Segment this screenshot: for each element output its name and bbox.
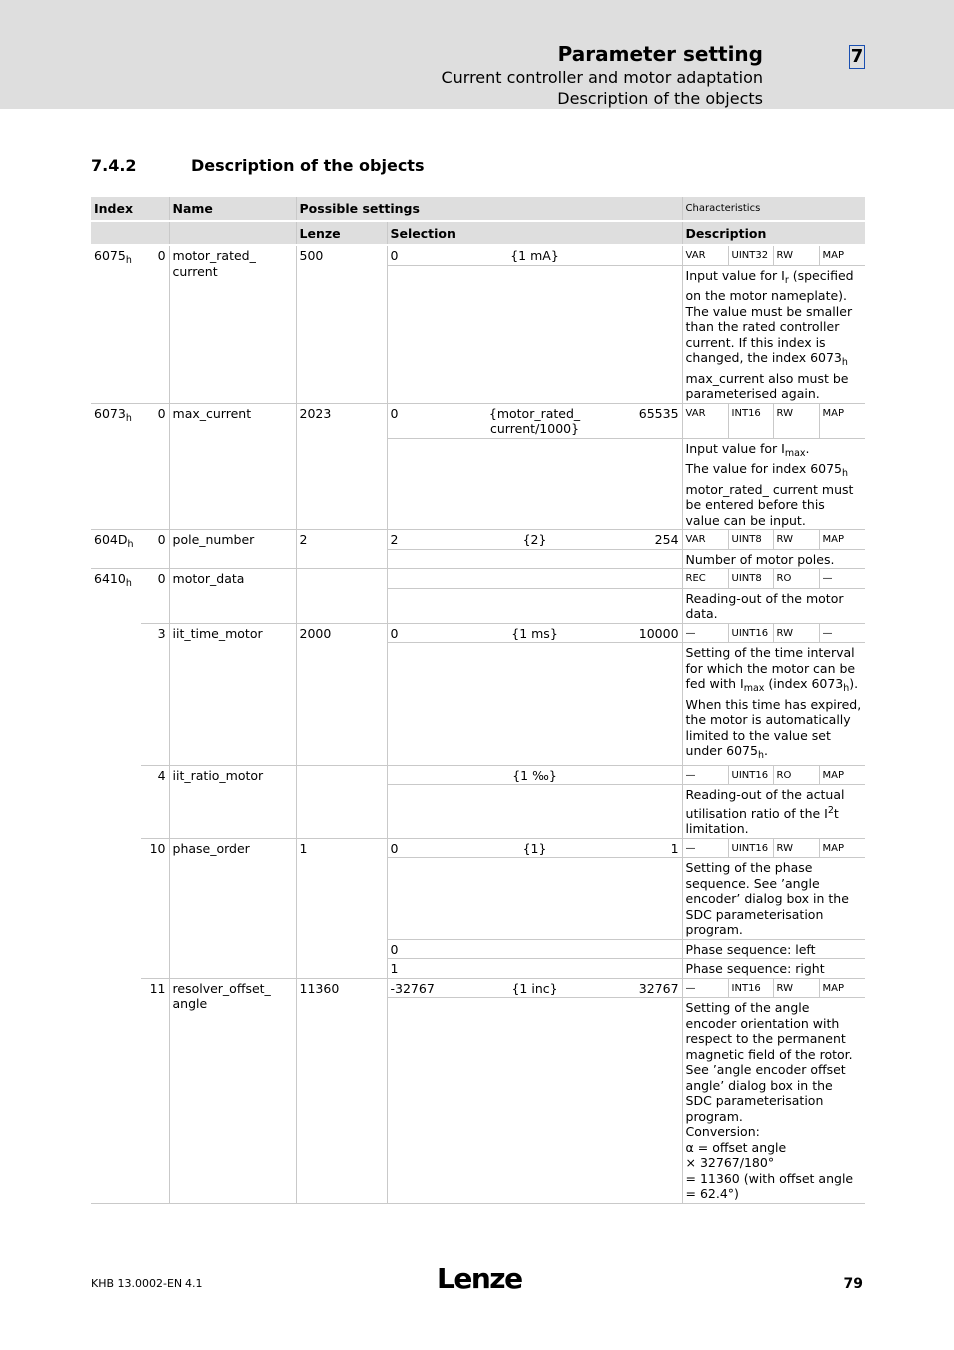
description-cell: Input value for $I_{max}$. The value for index $6075_h$ motor_rated_ current must be entered before this value can be input. bbox=[682, 438, 865, 530]
header-index: Index bbox=[91, 197, 169, 221]
table-row bbox=[91, 623, 865, 643]
char-cell: UINT16 bbox=[728, 838, 773, 858]
char-cell: RO bbox=[773, 765, 819, 785]
footer-doc-id: KHB 13.0002-EN bbox=[91, 1277, 183, 1290]
name-cell: motor_rated_ current bbox=[169, 245, 296, 403]
header-subtitle-2: Description of the objects bbox=[557, 89, 763, 108]
name-cell: motor_data bbox=[169, 569, 296, 624]
selection-cell: 0 {motor_rated_ current/1000} 65535 bbox=[387, 403, 682, 438]
char-cell: — bbox=[682, 838, 728, 858]
description-cell: Number of motor poles. bbox=[682, 549, 865, 569]
selection-cell: 0 {1 mA} bbox=[387, 245, 682, 265]
char-cell: MAP bbox=[819, 530, 865, 550]
selection-cell: -32767 {1 inc} 32767 bbox=[387, 978, 682, 998]
subindex-cell: 3 bbox=[141, 623, 169, 765]
header-characteristics: Characteristics bbox=[682, 197, 865, 221]
footer-version: 4.1 bbox=[185, 1277, 203, 1290]
selection-cell: 0 {1} 1 bbox=[387, 838, 682, 858]
char-cell: VAR bbox=[682, 530, 728, 550]
name-cell: resolver_offset_ angle bbox=[169, 978, 296, 1203]
selection-cell bbox=[387, 569, 682, 589]
subindex-cell: 10 bbox=[141, 838, 169, 978]
subindex-cell: 4 bbox=[141, 765, 169, 838]
description-cell: Setting of the time interval for which the motor can be fed with $I_{max}$ (index $6073_h$). When this time has expired, the motor is automatically limited to the value set under $6075_h$. bbox=[682, 643, 865, 766]
option-text: Phase sequence: left bbox=[682, 939, 865, 959]
char-cell: REC bbox=[682, 569, 728, 589]
name-cell: pole_number bbox=[169, 530, 296, 569]
index-cell: $6073_h$ bbox=[91, 403, 141, 530]
lenze-cell: 11360 bbox=[296, 978, 387, 1203]
char-cell: RW bbox=[773, 245, 819, 265]
parameter-table bbox=[91, 197, 865, 1204]
lenze-cell: 2000 bbox=[296, 623, 387, 765]
char-cell: UINT32 bbox=[728, 245, 773, 265]
description-cell: Reading-out of the motor data. bbox=[682, 588, 865, 623]
char-cell: — bbox=[682, 765, 728, 785]
section-title: Description of the objects bbox=[191, 156, 425, 175]
header-description: Description bbox=[682, 221, 865, 246]
name-cell: phase_order bbox=[169, 838, 296, 978]
char-cell: INT16 bbox=[728, 403, 773, 438]
option-value: 1 bbox=[387, 959, 682, 979]
table-row bbox=[91, 403, 865, 438]
char-cell: UINT8 bbox=[728, 530, 773, 550]
char-cell: MAP bbox=[819, 403, 865, 438]
char-cell: — bbox=[682, 978, 728, 998]
char-cell: RW bbox=[773, 978, 819, 998]
subindex-cell: 0 bbox=[141, 569, 169, 624]
lenze-logo: Lenze bbox=[437, 1262, 522, 1295]
subindex-cell: 0 bbox=[141, 245, 169, 403]
index-cell: $6410_h$ bbox=[94, 571, 132, 589]
name-cell: max_current bbox=[169, 403, 296, 530]
chapter-marker[interactable]: 7 bbox=[850, 46, 864, 67]
page-number: 79 bbox=[843, 1276, 863, 1292]
selection-cell: 2 {2} 254 bbox=[387, 530, 682, 550]
description-cell: Input value for $I_r$ (specified on the motor nameplate). The value must be smaller than the rated controller current. If this index is changed, the index $6073_h$ max_current also must be parameterised again. bbox=[682, 265, 865, 403]
subindex-cell: 0 bbox=[141, 403, 169, 530]
page-header bbox=[0, 0, 954, 109]
char-cell: MAP bbox=[819, 838, 865, 858]
table-row bbox=[91, 838, 865, 858]
char-cell: UINT16 bbox=[728, 623, 773, 643]
table-row bbox=[91, 765, 865, 785]
char-cell: INT16 bbox=[728, 978, 773, 998]
char-cell: VAR bbox=[682, 245, 728, 265]
table-row bbox=[91, 245, 865, 265]
table-row bbox=[91, 978, 865, 998]
char-cell: VAR bbox=[682, 403, 728, 438]
selection-cell: 0 {1 ms} 10000 bbox=[387, 623, 682, 643]
lenze-cell: 2 bbox=[296, 530, 387, 569]
char-cell: MAP bbox=[819, 978, 865, 998]
description-cell: Setting of the angle encoder orientation with respect to the permanent magnetic field of the rotor. See ’angle encoder offset angle’ dialog box in the SDC parameterisation program. Conversion: α = offset angle × 32767/180° = 11360 (with offset angle = 62.4°) bbox=[682, 998, 865, 1204]
header-selection: Selection bbox=[387, 221, 682, 246]
header-subtitle-1: Current controller and motor adaptation bbox=[441, 68, 763, 87]
char-cell: — bbox=[682, 623, 728, 643]
index-cell: $604D_h$ bbox=[91, 530, 141, 569]
name-cell: iit_time_motor bbox=[169, 623, 296, 765]
char-cell: MAP bbox=[819, 765, 865, 785]
lenze-cell: 2023 bbox=[296, 403, 387, 530]
description-cell: Reading-out of the actual utilisation ratio of the $I^2t$ limitation. bbox=[682, 785, 865, 839]
header-name: Name bbox=[169, 197, 296, 221]
lenze-cell: 1 bbox=[296, 838, 387, 978]
subindex-cell: 0 bbox=[141, 530, 169, 569]
table-header-row bbox=[91, 197, 865, 221]
header-title: Parameter setting bbox=[557, 42, 763, 66]
header-possible-settings: Possible settings bbox=[296, 197, 682, 221]
char-cell: RW bbox=[773, 530, 819, 550]
description-cell: Setting of the phase sequence. See ’angle encoder’ dialog box in the SDC parameterisation program. bbox=[682, 858, 865, 940]
header-lenze: Lenze bbox=[296, 221, 387, 246]
subindex-cell: 11 bbox=[141, 978, 169, 1203]
table-subheader-row bbox=[91, 221, 865, 246]
char-cell: RW bbox=[773, 403, 819, 438]
char-cell: RW bbox=[773, 623, 819, 643]
index-cell: $6075_h$ bbox=[91, 245, 141, 403]
option-text: Phase sequence: right bbox=[682, 959, 865, 979]
char-cell: MAP bbox=[819, 245, 865, 265]
lenze-cell bbox=[296, 765, 387, 838]
lenze-cell bbox=[296, 569, 387, 624]
section-number: 7.4.2 bbox=[91, 156, 137, 175]
table-row bbox=[91, 569, 865, 589]
char-cell: — bbox=[819, 569, 865, 589]
char-cell: RW bbox=[773, 838, 819, 858]
char-cell: RO bbox=[773, 569, 819, 589]
lenze-cell: 500 bbox=[296, 245, 387, 403]
char-cell: UINT8 bbox=[728, 569, 773, 589]
table-row bbox=[91, 530, 865, 550]
char-cell: — bbox=[819, 623, 865, 643]
selection-cell: {1 ‰} bbox=[387, 765, 682, 785]
option-value: 0 bbox=[387, 939, 682, 959]
name-cell: iit_ratio_motor bbox=[169, 765, 296, 838]
char-cell: UINT16 bbox=[728, 765, 773, 785]
